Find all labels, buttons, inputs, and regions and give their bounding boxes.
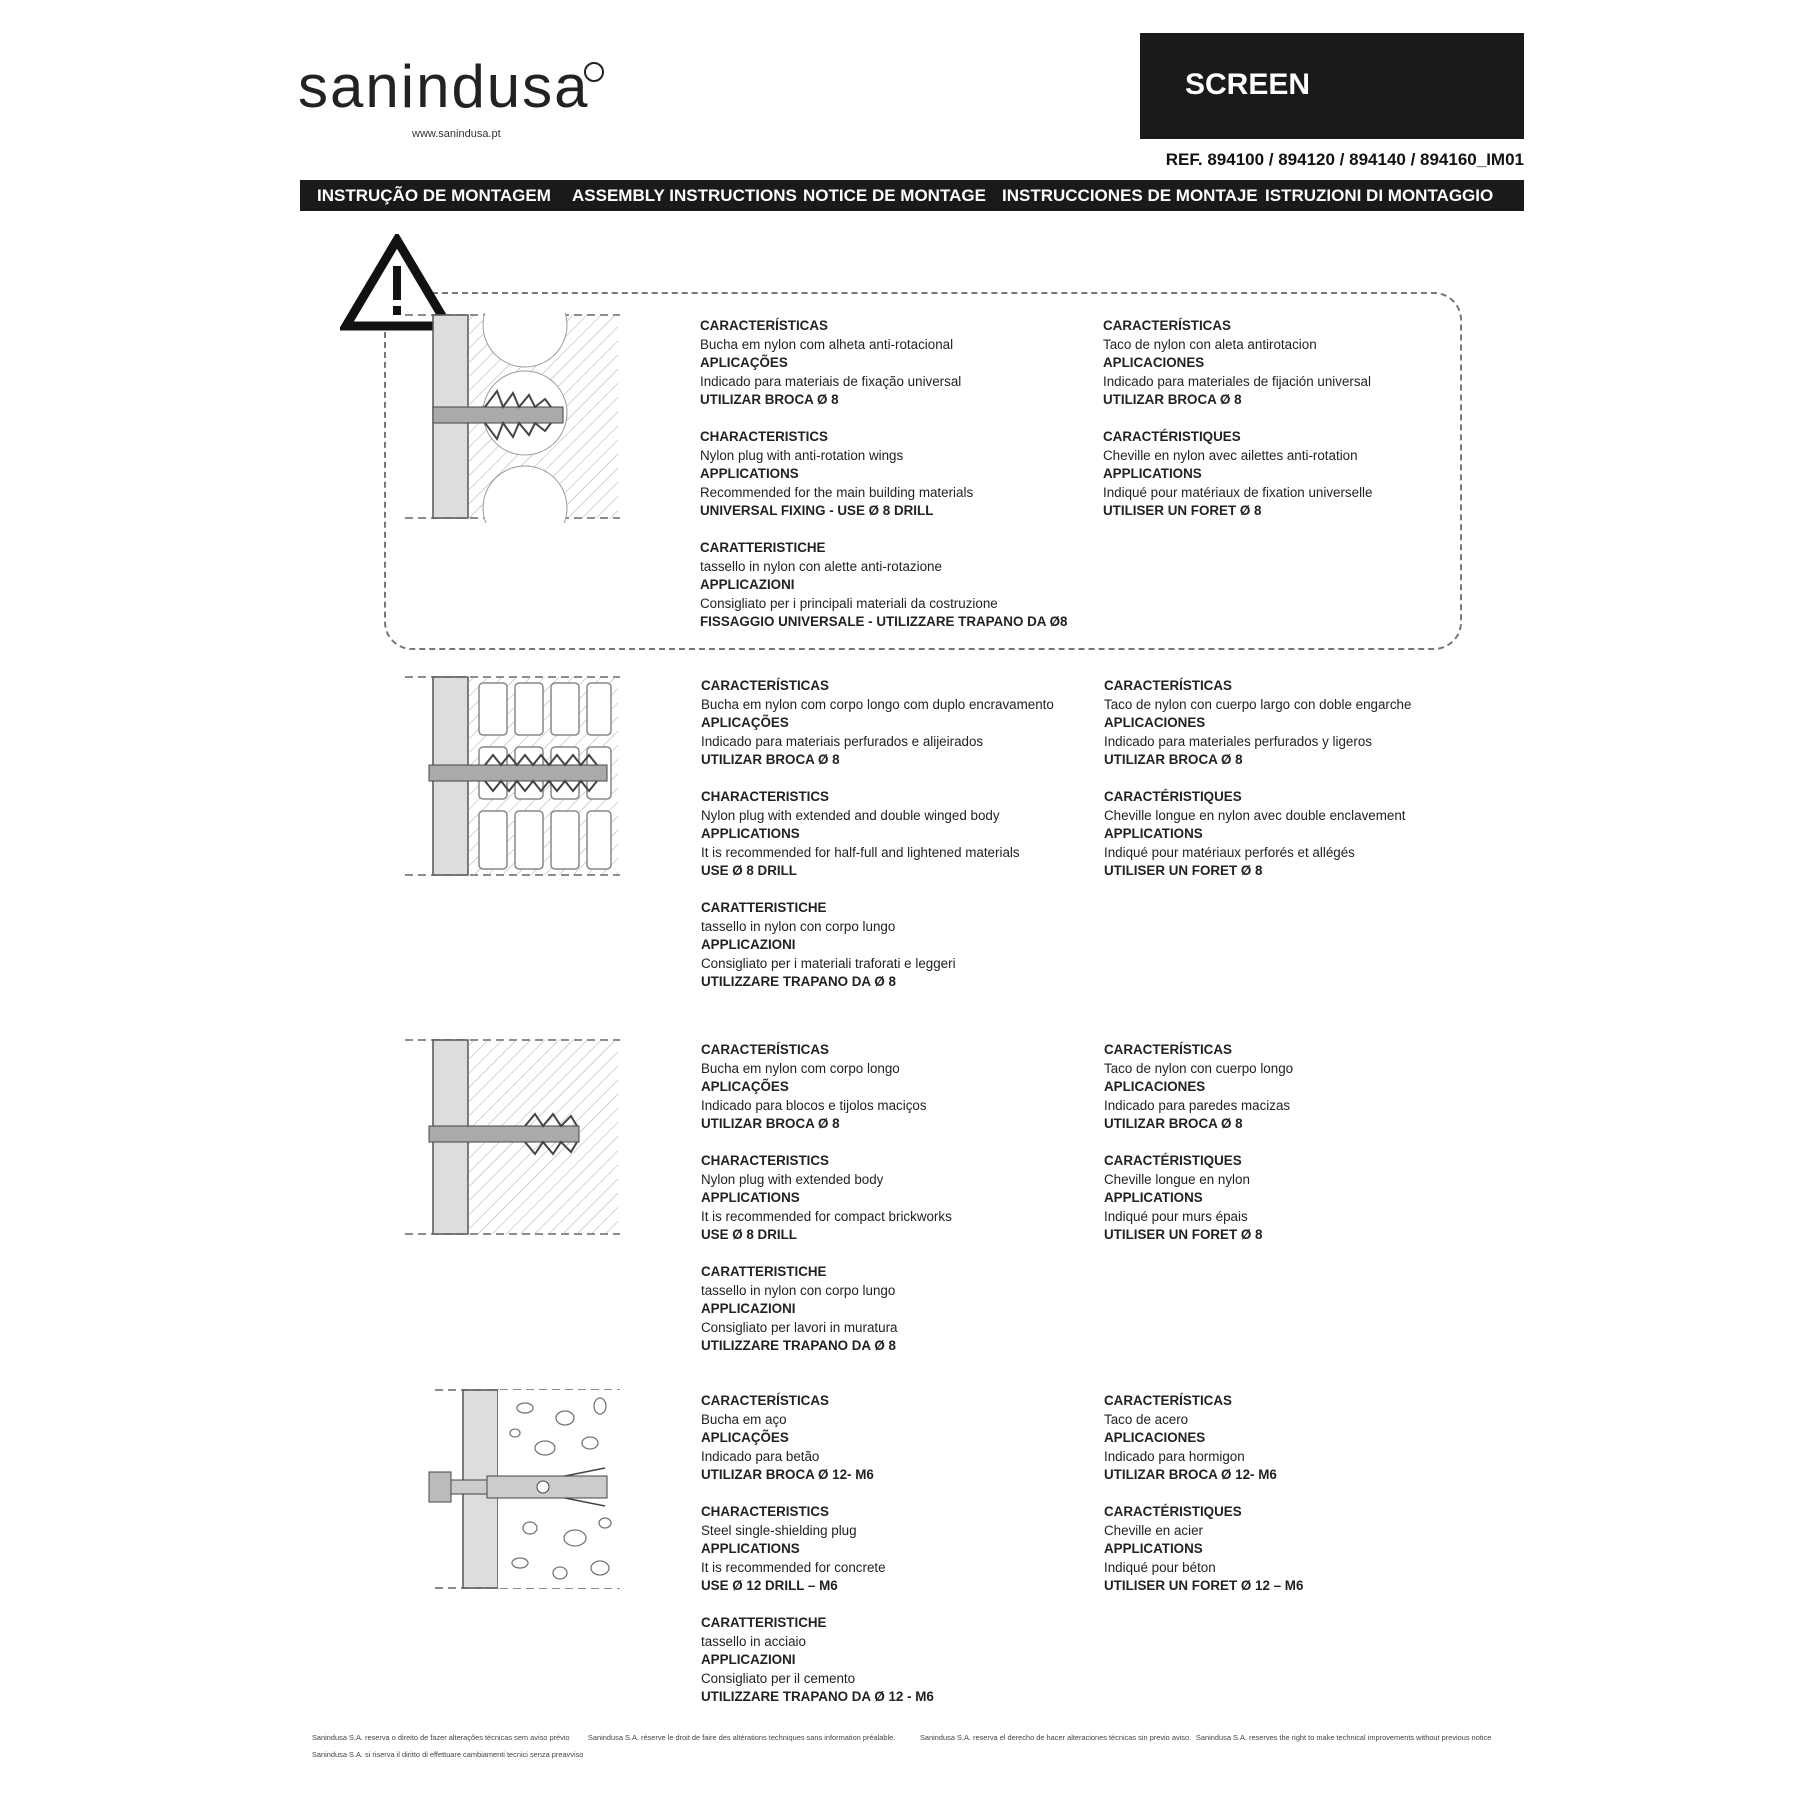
spec-text: Indicado para materiales de fijación universal [1103,373,1371,389]
spec-heading: UTILIZAR BROCA Ø 8 [1104,752,1243,768]
spec-heading: UTILISER UN FORET Ø 8 [1104,1227,1263,1243]
spec-heading: UTILIZAR BROCA Ø 12- M6 [1104,1467,1277,1483]
spec-heading: APPLICAZIONI [701,937,796,953]
spec-heading: UTILISER UN FORET Ø 8 [1104,863,1263,879]
spec-heading: UTILIZZARE TRAPANO DA Ø 8 [701,974,896,990]
spec-heading: CHARACTERISTICS [701,1503,829,1519]
spec-heading: CARACTÉRISTIQUES [1104,1152,1242,1168]
brand-logo: sanindusa [298,53,590,120]
spec-text: Consigliato per i materiali traforati e leggeri [701,955,956,971]
spec-heading: UTILISER UN FORET Ø 12 – M6 [1104,1578,1304,1594]
spec-text: Cheville longue en nylon [1104,1171,1250,1187]
spec-heading: APPLICATIONS [701,1541,800,1557]
spec-heading: APPLICAZIONI [701,1301,796,1317]
spec-heading: USE Ø 12 DRILL – M6 [701,1578,838,1594]
footer-disclaimer-pt: Sanindusa S.A. reserva o direito de fazer alterações técnicas sem aviso prévio [312,1733,570,1742]
spec-text: Indiqué pour béton [1104,1559,1216,1575]
title-pt: INSTRUÇÃO DE MONTAGEM [317,186,551,205]
spec-heading: APLICAÇÕES [701,1079,789,1095]
spec-heading: CHARACTERISTICS [701,788,829,804]
spec-text: Nylon plug with anti-rotation wings [700,447,904,463]
section-2-left [701,677,1101,1010]
spec-heading: CARACTÉRISTIQUES [1104,1503,1242,1519]
spec-block [1104,1041,1504,1134]
spec-heading: APPLICATIONS [1103,466,1202,482]
brand-mark-icon [584,62,604,82]
spec-heading: CARACTÉRISTIQUES [1103,428,1241,444]
title-it: ISTRUZIONI DI MONTAGGIO [1265,186,1494,205]
spec-block [700,539,1100,632]
spec-heading: APPLICAZIONI [701,1652,796,1668]
spec-heading: APLICAÇÕES [701,1430,789,1446]
spec-text: Cheville longue en nylon avec double enclavement [1104,807,1406,823]
spec-text: Cheville en acier [1104,1522,1203,1538]
section-4-right [1104,1392,1504,1614]
spec-heading: CARACTERÍSTICAS [701,1042,829,1057]
spec-heading: APPLICATIONS [1104,1190,1203,1206]
spec-text: Taco de nylon con aleta antirotacion [1103,336,1317,352]
product-title: SCREEN [1185,68,1311,101]
spec-block [701,1503,1101,1596]
section-3-right [1104,1041,1504,1263]
website-link[interactable]: www.sanindusa.pt [412,128,501,140]
spec-text: Indicado para hormigon [1104,1448,1245,1464]
spec-heading: UTILISER UN FORET Ø 8 [1103,503,1262,519]
spec-block [1103,428,1503,521]
spec-heading: CHARACTERISTICS [700,428,828,444]
spec-heading: USE Ø 8 DRILL [701,1227,797,1243]
spec-block [1104,1152,1504,1245]
spec-heading: UTILIZAR BROCA Ø 8 [1104,1116,1243,1132]
spec-heading: CARACTERÍSTICAS [1104,1393,1232,1408]
spec-text: Indiqué pour matériaux perforés et allégés [1104,844,1355,860]
spec-heading: UTILIZAR BROCA Ø 12- M6 [701,1467,874,1483]
spec-block [701,1152,1101,1245]
spec-text: Consigliato per il cemento [701,1670,856,1686]
spec-text: Cheville en nylon avec ailettes anti-rotation [1103,447,1358,463]
section-4-left [701,1392,1101,1725]
spec-text: Taco de nylon con cuerpo longo [1104,1060,1294,1076]
spec-heading: CARATTERISTICHE [701,899,827,915]
spec-heading: APLICAÇÕES [700,355,788,371]
spec-heading: UTILIZAR BROCA Ø 8 [701,1116,840,1132]
spec-text: Bucha em nylon com alheta anti-rotacional [700,336,954,352]
spec-heading: APLICACIONES [1104,1079,1206,1095]
footer-disclaimer-fr: Sanindusa S.A. réserve le droit de faire des altérations techniques sans information préalable. [588,1733,896,1742]
spec-text: Indicado para materiais perfurados e alijeirados [701,733,984,749]
spec-heading: APLICACIONES [1103,355,1205,371]
section-1-right [1103,317,1503,539]
spec-heading: CARACTERÍSTICAS [1104,678,1232,693]
spec-text: tassello in acciaio [701,1633,806,1649]
spec-text: Indiqué pour murs épais [1104,1208,1248,1224]
spec-heading: CARACTERÍSTICAS [1103,318,1231,333]
spec-heading: CARACTERÍSTICAS [701,678,829,693]
footer-disclaimer-it: Sanindusa S.A. si riserva il diritto di effettuare cambiamenti tecnici senza preavviso [312,1750,584,1759]
spec-text: Indicado para paredes macizas [1104,1097,1291,1113]
spec-block [700,317,1100,410]
spec-heading: CARACTERÍSTICAS [700,318,828,333]
spec-text: Consigliato per lavori in muratura [701,1319,898,1335]
spec-heading: APLICACIONES [1104,1430,1206,1446]
spec-text: tassello in nylon con alette anti-rotazione [700,558,942,574]
spec-heading: USE Ø 8 DRILL [701,863,797,879]
spec-text: tassello in nylon con corpo lungo [701,1282,896,1298]
spec-text: Indiqué pour matériaux de fixation universelle [1103,484,1373,500]
plug-diagram-solid [405,1038,620,1238]
spec-text: It is recommended for compact brickworks [701,1208,952,1224]
spec-heading: CARACTERÍSTICAS [1104,1042,1232,1057]
spec-text: Taco de nylon con cuerpo largo con doble engarche [1104,696,1412,712]
spec-heading: UTILIZZARE TRAPANO DA Ø 12 - M6 [701,1689,934,1705]
section-1-left [700,317,1100,650]
spec-block [1104,1392,1504,1485]
spec-block [701,1614,1101,1707]
spec-text: tassello in nylon con corpo lungo [701,918,896,934]
spec-heading: CARACTÉRISTIQUES [1104,788,1242,804]
title-fr: NOTICE DE MONTAGE [803,186,986,205]
spec-heading: UNIVERSAL FIXING - USE Ø 8 DRILL [700,503,934,519]
spec-text: Nylon plug with extended and double winged body [701,807,1000,823]
spec-text: Bucha em nylon com corpo longo com duplo encravamento [701,696,1054,712]
spec-text: Bucha em nylon com corpo longo [701,1060,900,1076]
spec-heading: CHARACTERISTICS [701,1152,829,1168]
spec-block [701,788,1101,881]
spec-heading: UTILIZAR BROCA Ø 8 [701,752,840,768]
spec-text: Indicado para betão [701,1448,820,1464]
spec-heading: FISSAGGIO UNIVERSALE - UTILIZZARE TRAPANO DA Ø8 [700,614,1068,630]
spec-text: Taco de acero [1104,1411,1189,1427]
spec-block [701,677,1101,770]
spec-heading: CARATTERISTICHE [701,1614,827,1630]
spec-heading: UTILIZZARE TRAPANO DA Ø 8 [701,1338,896,1354]
spec-heading: UTILIZAR BROCA Ø 8 [1103,392,1242,408]
spec-text: It is recommended for half-full and lightened materials [701,844,1020,860]
spec-block [1103,317,1503,410]
spec-block [701,899,1101,992]
spec-text: Bucha em aço [701,1411,787,1427]
spec-heading: APLICACIONES [1104,715,1206,731]
spec-block [700,428,1100,521]
plug-diagram-concrete [405,1388,620,1593]
spec-heading: APPLICATIONS [701,1190,800,1206]
spec-heading: APLICAÇÕES [701,715,789,731]
spec-text: Nylon plug with extended body [701,1171,884,1187]
spec-text: Steel single-shielding plug [701,1522,857,1538]
title-es: INSTRUCCIONES DE MONTAJE [1002,186,1258,205]
spec-heading: CARACTERÍSTICAS [701,1393,829,1408]
spec-block [1104,788,1504,881]
spec-heading: APPLICATIONS [1104,826,1203,842]
spec-block [701,1392,1101,1485]
section-2-right [1104,677,1504,899]
spec-text: Indicado para materiales perfurados y ligeros [1104,733,1372,749]
footer-disclaimer-en: Sanindusa S.A. reserves the right to make technical improvements without previous notice [1196,1733,1492,1742]
spec-heading: APPLICAZIONI [700,577,795,593]
spec-heading: CARATTERISTICHE [701,1263,827,1279]
spec-text: It is recommended for concrete [701,1559,886,1575]
spec-text: Recommended for the main building materials [700,484,974,500]
spec-heading: UTILIZAR BROCA Ø 8 [700,392,839,408]
spec-text: Consigliato per i principali materiali da costruzione [700,595,998,611]
spec-block [1104,1503,1504,1596]
spec-block [701,1041,1101,1134]
spec-heading: CARATTERISTICHE [700,539,826,555]
spec-heading: APPLICATIONS [701,826,800,842]
reference-code: REF. 894100 / 894120 / 894140 / 894160_IM01 [1165,150,1524,169]
section-3-left [701,1041,1101,1374]
spec-block [1104,677,1504,770]
title-en: ASSEMBLY INSTRUCTIONS [572,186,797,205]
spec-heading: APPLICATIONS [700,466,799,482]
footer-disclaimer-es: Sanindusa S.A. reserva el derecho de hacer alteraciones técnicas sin previo aviso. [920,1733,1192,1742]
spec-heading: APPLICATIONS [1104,1541,1203,1557]
plug-diagram-perforated [405,675,620,880]
spec-text: Indicado para materiais de fixação universal [700,373,962,389]
plug-diagram-universal [405,313,620,523]
spec-block [701,1263,1101,1356]
spec-text: Indicado para blocos e tijolos maciços [701,1097,927,1113]
